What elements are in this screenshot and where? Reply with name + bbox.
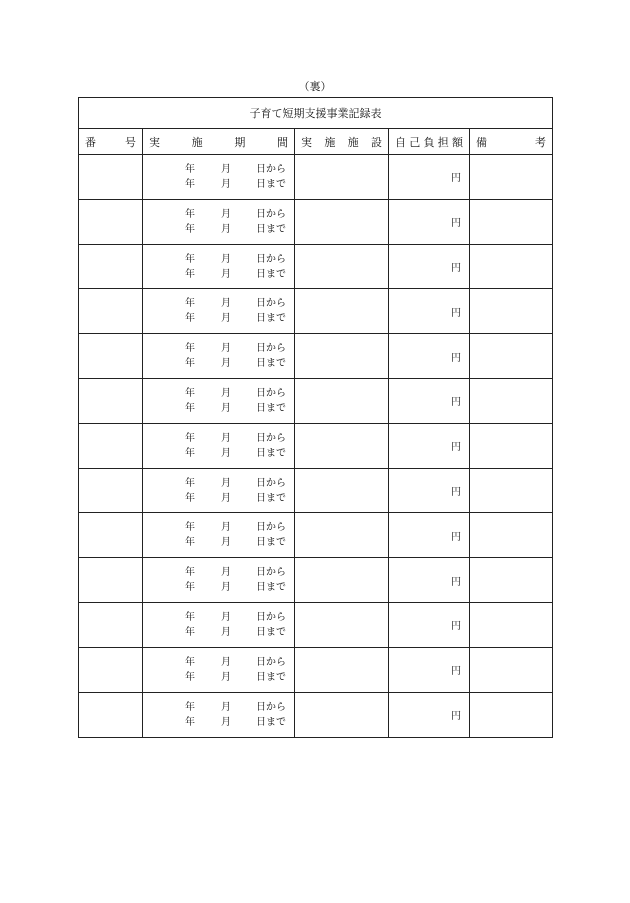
- number-cell[interactable]: [79, 334, 143, 378]
- day-to-label: 日まで: [256, 402, 286, 414]
- month-label: 月: [221, 223, 231, 235]
- day-from-label: 日から: [256, 701, 286, 713]
- period-to-line: [143, 402, 294, 416]
- number-cell[interactable]: [79, 245, 143, 289]
- number-cell[interactable]: [79, 648, 143, 692]
- month-label: 月: [221, 447, 231, 459]
- month-label: 月: [221, 313, 231, 325]
- month-label: 月: [221, 582, 231, 594]
- header-self-pay-char: 額: [452, 135, 463, 149]
- period-from-line: [143, 611, 294, 625]
- table-row: [79, 289, 552, 334]
- month-label: 月: [221, 208, 231, 220]
- year-label: 年: [185, 358, 195, 370]
- self-pay-cell[interactable]: [389, 424, 470, 468]
- year-label: 年: [185, 582, 195, 594]
- day-from-label: 日から: [256, 164, 286, 175]
- day-from-label: 日から: [256, 432, 286, 444]
- yen-unit-label: 円: [451, 711, 461, 723]
- header-number-char: 号: [125, 135, 136, 149]
- period-to-line: [143, 626, 294, 640]
- header-remarks-char: 考: [535, 135, 546, 149]
- day-from-label: 日から: [256, 656, 286, 668]
- header-period-char: 期: [234, 135, 246, 149]
- facility-cell[interactable]: [295, 334, 389, 378]
- month-label: 月: [221, 268, 231, 280]
- table-body: [79, 155, 552, 737]
- header-self-pay-char: 負: [423, 135, 435, 149]
- day-from-label: 日から: [256, 477, 286, 489]
- year-label: 年: [185, 387, 195, 399]
- month-label: 月: [221, 492, 231, 504]
- month-label: 月: [221, 671, 231, 683]
- header-period-char: 間: [276, 135, 288, 149]
- period-from-line: [143, 566, 294, 580]
- day-from-label: 日から: [256, 611, 286, 623]
- self-pay-cell[interactable]: [389, 155, 470, 199]
- remarks-cell[interactable]: [470, 648, 552, 692]
- day-from-label: 日から: [256, 387, 286, 399]
- self-pay-cell[interactable]: [389, 379, 470, 423]
- yen-unit-label: 円: [451, 531, 461, 543]
- yen-unit-label: 円: [451, 442, 461, 454]
- period-cell[interactable]: [143, 558, 295, 602]
- header-facility-char: 実: [301, 135, 312, 149]
- yen-unit-label: 円: [451, 262, 461, 274]
- self-pay-cell[interactable]: [389, 200, 470, 244]
- table-row: [79, 513, 552, 558]
- table-row: [79, 245, 552, 290]
- period-to-line: [143, 492, 294, 506]
- period-cell[interactable]: [143, 469, 295, 513]
- period-to-line: [143, 268, 294, 282]
- month-label: 月: [221, 387, 231, 399]
- header-number: [79, 129, 143, 154]
- day-from-label: 日から: [256, 567, 286, 579]
- day-to-label: 日まで: [256, 313, 286, 325]
- period-from-line: [143, 163, 294, 177]
- period-from-line: [143, 701, 294, 715]
- table-header-row: [79, 129, 552, 155]
- self-pay-cell[interactable]: [389, 469, 470, 513]
- day-to-label: 日まで: [256, 268, 286, 280]
- header-number-char: 番: [85, 135, 96, 149]
- self-pay-cell[interactable]: [389, 693, 470, 738]
- number-cell[interactable]: [79, 558, 143, 602]
- self-pay-cell[interactable]: [389, 648, 470, 692]
- period-to-line: [143, 178, 294, 192]
- remarks-cell[interactable]: [470, 334, 552, 378]
- year-label: 年: [185, 716, 195, 728]
- remarks-cell[interactable]: [470, 558, 552, 602]
- header-facility-char: 施: [324, 135, 336, 149]
- form-title: 子育て短期支援事業記録表: [79, 98, 552, 129]
- self-pay-cell[interactable]: [389, 245, 470, 289]
- day-from-label: 日から: [256, 522, 286, 534]
- day-to-label: 日まで: [256, 626, 286, 638]
- yen-unit-label: 円: [451, 666, 461, 678]
- day-to-label: 日まで: [256, 492, 286, 504]
- remarks-cell[interactable]: [470, 155, 552, 199]
- year-label: 年: [185, 253, 195, 265]
- year-label: 年: [185, 223, 195, 235]
- facility-cell[interactable]: [295, 289, 389, 333]
- facility-cell[interactable]: [295, 513, 389, 557]
- remarks-cell[interactable]: [470, 469, 552, 513]
- number-cell[interactable]: [79, 513, 143, 557]
- remarks-cell[interactable]: [470, 245, 552, 289]
- period-cell[interactable]: [143, 379, 295, 423]
- month-label: 月: [221, 611, 231, 623]
- year-label: 年: [185, 432, 195, 444]
- number-cell[interactable]: [79, 603, 143, 647]
- remarks-cell[interactable]: [470, 693, 552, 738]
- month-label: 月: [221, 253, 231, 265]
- year-label: 年: [185, 164, 195, 175]
- yen-unit-label: 円: [451, 397, 461, 409]
- year-label: 年: [185, 656, 195, 668]
- period-to-line: [143, 357, 294, 371]
- period-from-line: [143, 477, 294, 491]
- year-label: 年: [185, 537, 195, 549]
- period-to-line: [143, 312, 294, 326]
- header-period-char: 施: [191, 135, 203, 149]
- period-cell[interactable]: [143, 155, 295, 199]
- day-to-label: 日まで: [256, 716, 286, 728]
- year-label: 年: [185, 179, 195, 190]
- facility-cell[interactable]: [295, 469, 389, 513]
- day-to-label: 日まで: [256, 358, 286, 370]
- month-label: 月: [221, 537, 231, 549]
- year-label: 年: [185, 402, 195, 414]
- yen-unit-label: 円: [451, 576, 461, 588]
- year-label: 年: [185, 611, 195, 623]
- table-row: [79, 155, 552, 200]
- day-to-label: 日まで: [256, 537, 286, 549]
- month-label: 月: [221, 626, 231, 638]
- facility-cell[interactable]: [295, 245, 389, 289]
- yen-unit-label: 円: [451, 621, 461, 633]
- period-to-line: [143, 536, 294, 550]
- self-pay-cell[interactable]: [389, 334, 470, 378]
- header-remarks: [470, 129, 552, 154]
- facility-cell[interactable]: [295, 558, 389, 602]
- month-label: 月: [221, 522, 231, 534]
- period-cell[interactable]: [143, 513, 295, 557]
- month-label: 月: [221, 716, 231, 728]
- number-cell[interactable]: [79, 200, 143, 244]
- year-label: 年: [185, 701, 195, 713]
- table-row: [79, 424, 552, 469]
- header-self-pay-char: 担: [437, 135, 449, 149]
- period-cell[interactable]: [143, 334, 295, 378]
- table-row: [79, 648, 552, 693]
- period-cell[interactable]: [143, 603, 295, 647]
- remarks-cell[interactable]: [470, 289, 552, 333]
- month-label: 月: [221, 656, 231, 668]
- header-facility-char: 設: [370, 135, 382, 149]
- year-label: 年: [185, 567, 195, 579]
- header-facility-char: 施: [347, 135, 359, 149]
- year-label: 年: [185, 313, 195, 325]
- number-cell[interactable]: [79, 155, 143, 199]
- year-label: 年: [185, 626, 195, 638]
- period-cell[interactable]: [143, 424, 295, 468]
- month-label: 月: [221, 298, 231, 310]
- record-form: [78, 97, 553, 738]
- month-label: 月: [221, 567, 231, 579]
- header-period: [143, 129, 295, 154]
- header-remarks-char: 備: [476, 135, 487, 149]
- number-cell[interactable]: [79, 379, 143, 423]
- facility-cell[interactable]: [295, 693, 389, 738]
- facility-cell[interactable]: [295, 379, 389, 423]
- day-from-label: 日から: [256, 298, 286, 310]
- year-label: 年: [185, 298, 195, 310]
- table-row: [79, 379, 552, 424]
- number-cell[interactable]: [79, 693, 143, 738]
- number-cell[interactable]: [79, 424, 143, 468]
- year-label: 年: [185, 343, 195, 355]
- year-label: 年: [185, 208, 195, 220]
- year-label: 年: [185, 671, 195, 683]
- page-side-label: （裏）: [298, 80, 332, 93]
- period-to-line: [143, 716, 294, 730]
- year-label: 年: [185, 268, 195, 280]
- table-row: [79, 693, 552, 738]
- period-from-line: [143, 297, 294, 311]
- period-cell[interactable]: [143, 200, 295, 244]
- yen-unit-label: 円: [451, 218, 461, 230]
- number-cell[interactable]: [79, 289, 143, 333]
- month-label: 月: [221, 432, 231, 444]
- facility-cell[interactable]: [295, 200, 389, 244]
- period-from-line: [143, 521, 294, 535]
- header-self-pay: [389, 129, 470, 154]
- period-from-line: [143, 208, 294, 222]
- month-label: 月: [221, 477, 231, 489]
- day-to-label: 日まで: [256, 179, 286, 190]
- number-cell[interactable]: [79, 469, 143, 513]
- facility-cell[interactable]: [295, 155, 389, 199]
- month-label: 月: [221, 164, 231, 175]
- year-label: 年: [185, 477, 195, 489]
- yen-unit-label: 円: [451, 307, 461, 319]
- facility-cell[interactable]: [295, 424, 389, 468]
- period-cell[interactable]: [143, 245, 295, 289]
- month-label: 月: [221, 358, 231, 370]
- day-from-label: 日から: [256, 208, 286, 220]
- self-pay-cell[interactable]: [389, 289, 470, 333]
- facility-cell[interactable]: [295, 603, 389, 647]
- year-label: 年: [185, 447, 195, 459]
- remarks-cell[interactable]: [470, 513, 552, 557]
- period-cell[interactable]: [143, 289, 295, 333]
- month-label: 月: [221, 343, 231, 355]
- year-label: 年: [185, 492, 195, 504]
- yen-unit-label: 円: [451, 486, 461, 498]
- day-to-label: 日まで: [256, 671, 286, 683]
- day-to-label: 日まで: [256, 582, 286, 594]
- self-pay-cell[interactable]: [389, 558, 470, 602]
- table-row: [79, 334, 552, 379]
- period-to-line: [143, 447, 294, 461]
- period-from-line: [143, 387, 294, 401]
- month-label: 月: [221, 179, 231, 190]
- header-period-char: 実: [149, 135, 160, 149]
- period-from-line: [143, 342, 294, 356]
- yen-unit-label: 円: [451, 173, 461, 185]
- header-self-pay-char: 己: [409, 135, 421, 149]
- table-row: [79, 469, 552, 514]
- remarks-cell[interactable]: [470, 603, 552, 647]
- day-to-label: 日まで: [256, 447, 286, 459]
- day-from-label: 日から: [256, 343, 286, 355]
- table-row: [79, 558, 552, 603]
- period-to-line: [143, 671, 294, 685]
- table-row: [79, 603, 552, 648]
- self-pay-cell[interactable]: [389, 603, 470, 647]
- period-cell[interactable]: [143, 648, 295, 692]
- header-facility: [295, 129, 389, 154]
- year-label: 年: [185, 522, 195, 534]
- table-row: [79, 200, 552, 245]
- self-pay-cell[interactable]: [389, 513, 470, 557]
- period-from-line: [143, 432, 294, 446]
- remarks-cell[interactable]: [470, 424, 552, 468]
- month-label: 月: [221, 701, 231, 713]
- yen-unit-label: 円: [451, 352, 461, 364]
- month-label: 月: [221, 402, 231, 414]
- remarks-cell[interactable]: [470, 379, 552, 423]
- period-from-line: [143, 253, 294, 267]
- day-from-label: 日から: [256, 253, 286, 265]
- remarks-cell[interactable]: [470, 200, 552, 244]
- period-cell[interactable]: [143, 693, 295, 738]
- day-to-label: 日まで: [256, 223, 286, 235]
- header-self-pay-char: 自: [395, 135, 406, 149]
- facility-cell[interactable]: [295, 648, 389, 692]
- period-from-line: [143, 656, 294, 670]
- period-to-line: [143, 581, 294, 595]
- period-to-line: [143, 223, 294, 237]
